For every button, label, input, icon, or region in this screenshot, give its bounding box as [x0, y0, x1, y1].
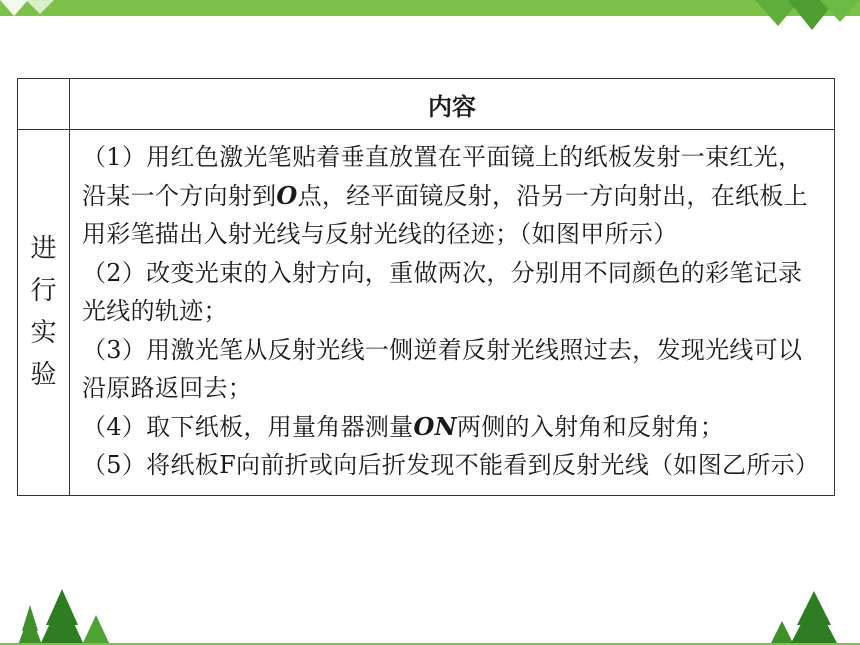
- step-symbol: ON: [413, 411, 457, 441]
- step-4: [82, 408, 824, 447]
- step-text: （3）用激光笔从反射光线一侧逆着反射光线照过去，发现光线可以沿原路返回去；: [82, 335, 803, 402]
- tree-icon: [790, 591, 838, 645]
- tree-icon: [770, 621, 794, 645]
- step-1: [82, 138, 824, 254]
- step-5: [82, 446, 824, 485]
- step-text: 点，经平面镜反射，沿另一方向射出，在纸板上用彩笔描出入射光线与反射光线的径迹；（如图甲所示）: [82, 181, 808, 248]
- header-empty-cell: [18, 79, 70, 130]
- side-label-char: 行: [30, 276, 57, 307]
- step-text: 两侧的入射角和反射角；: [456, 412, 725, 441]
- step-symbol: O: [276, 180, 298, 210]
- experiment-table: [17, 78, 835, 496]
- bottom-tree-decoration: [0, 585, 860, 645]
- side-label-char: 验: [30, 360, 57, 391]
- steps-cell: [70, 130, 835, 496]
- step-2: [82, 254, 824, 331]
- step-text: （2）改变光束的入射方向，重做两次，分别用不同颜色的彩笔记录光线的轨迹；: [82, 258, 803, 325]
- table-header-row: [18, 79, 835, 130]
- top-triangle-decoration: [0, 0, 860, 40]
- tree-icon: [40, 589, 84, 645]
- side-label-char: 实: [30, 318, 57, 349]
- tree-icon: [82, 615, 110, 645]
- side-label-cell: [18, 130, 70, 496]
- side-label-char: 进: [30, 234, 57, 265]
- header-content-cell: 内容: [70, 79, 835, 130]
- step-text: （5）将纸板F向前折或向后折发现不能看到反射光线（如图乙所示）: [82, 451, 820, 479]
- step-3: [82, 331, 824, 408]
- table-body-row: [18, 130, 835, 496]
- tree-icon: [18, 605, 42, 645]
- step-text: （1）用红色激光笔贴着垂直放置在平面镜上的纸板发射一束红光，沿某一个方向射到: [82, 143, 803, 210]
- step-text: （4）取下纸板，用量角器测量: [82, 412, 414, 441]
